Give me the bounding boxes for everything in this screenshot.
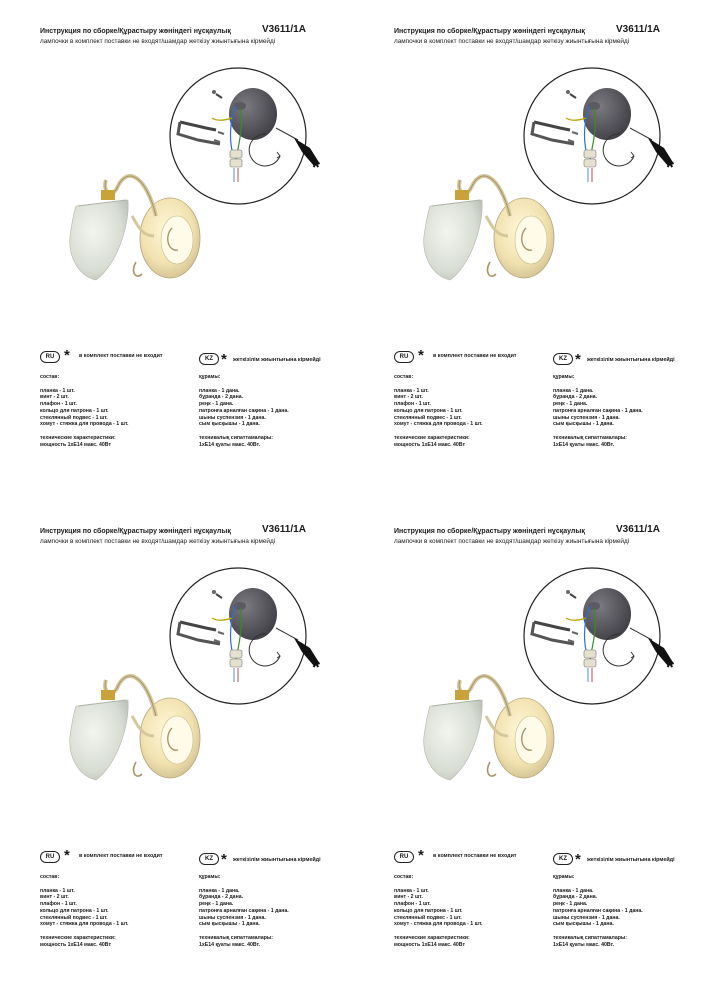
list-item: шыны суспензия - 1 дана. bbox=[553, 414, 620, 421]
instruction-title: Инструкция по сборке/Құрастыру жөніндегі нұсқаулық bbox=[394, 28, 585, 35]
model-number: V3611/1A bbox=[262, 24, 306, 35]
list-item: планка - 1 шт. bbox=[40, 887, 75, 894]
model-number: V3611/1A bbox=[616, 24, 660, 35]
list-item: стеклянный подвес - 1 шт. bbox=[40, 914, 108, 921]
ru-badge: RU bbox=[394, 851, 414, 863]
kz-not-included-notice: жеткізілім жиынтығына кірмейді bbox=[587, 357, 675, 363]
list-item: планка - 1 дана. bbox=[553, 387, 594, 394]
list-item: винт - 2 шт. bbox=[394, 894, 423, 901]
list-item: шыны суспензия - 1 дана. bbox=[199, 914, 266, 921]
kz-tech-value: 1хЕ14 қуаты макс. 40Вт. bbox=[553, 441, 615, 448]
list-item: плафон - 1 шт. bbox=[40, 901, 77, 908]
ru-composition-heading: состав: bbox=[40, 374, 60, 380]
model-number: V3611/1A bbox=[262, 524, 306, 535]
list-item: планка - 1 дана. bbox=[199, 387, 240, 394]
list-item: хомут - стяжка для провода - 1 шт. bbox=[394, 921, 483, 928]
asterisk-icon: * bbox=[418, 847, 424, 864]
kz-composition bbox=[553, 874, 643, 948]
instruction-sheet bbox=[354, 500, 707, 1000]
wall-lamp-drawing bbox=[412, 566, 674, 786]
list-item: планка - 1 шт. bbox=[394, 387, 429, 394]
kz-not-included-notice: жеткізілім жиынтығына кірмейді bbox=[233, 857, 321, 863]
list-item: планка - 1 дана. bbox=[553, 887, 594, 894]
instruction-title: Инструкция по сборке/Құрастыру жөніндегі нұсқаулық bbox=[40, 28, 231, 35]
ru-badge: RU bbox=[40, 351, 60, 363]
ru-tech-value: мощность 1хЕ14 макс. 40Вт bbox=[394, 441, 465, 448]
model-number: V3611/1A bbox=[616, 524, 660, 535]
bulbs-notice: лампочки в комплект поставки не входят/шамдар жеткізу жиынтығына кірмейді bbox=[40, 538, 276, 545]
list-item: кольцо для патрона - 1 шт. bbox=[40, 407, 109, 414]
bulbs-notice: лампочки в комплект поставки не входят/шамдар жеткізу жиынтығына кірмейді bbox=[40, 38, 276, 45]
ru-tech-heading: технические характеристики: bbox=[40, 934, 116, 941]
ru-composition bbox=[40, 874, 129, 948]
asterisk-icon: * bbox=[64, 847, 70, 864]
ru-not-included-notice: в комплект поставки не входит bbox=[433, 353, 517, 359]
ru-tech-value: мощность 1хЕ14 макс. 40Вт bbox=[394, 941, 465, 948]
instruction-sheet bbox=[0, 500, 353, 1000]
list-item: кольцо для патрона - 1 шт. bbox=[394, 407, 463, 414]
list-item: патронға арналған сақина - 1 дана. bbox=[199, 407, 289, 414]
kz-tech-heading: техникалық сипаттамалары: bbox=[553, 934, 628, 941]
kz-badge: KZ bbox=[553, 853, 573, 865]
instruction-sheet bbox=[354, 0, 707, 500]
list-item: хомут - стяжка для провода - 1 шт. bbox=[40, 421, 129, 428]
list-item: стеклянный подвес - 1 шт. bbox=[394, 914, 462, 921]
ru-composition bbox=[394, 374, 483, 448]
kz-tech-value: 1хЕ14 қуаты макс. 40Вт. bbox=[199, 441, 261, 448]
kz-badge: KZ bbox=[199, 853, 219, 865]
list-item: реңк - 1 дана. bbox=[553, 401, 588, 408]
list-item: бұранда - 2 дана. bbox=[553, 894, 598, 901]
ru-badge: RU bbox=[394, 351, 414, 363]
list-item: сым қысқышы - 1 дана. bbox=[553, 421, 614, 428]
list-item: винт - 2 шт. bbox=[394, 394, 423, 401]
kz-tech-heading: техникалық сипаттамалары: bbox=[199, 934, 274, 941]
asterisk-icon: * bbox=[418, 347, 424, 364]
list-item: патронға арналған сақина - 1 дана. bbox=[553, 407, 643, 414]
instruction-title: Инструкция по сборке/Құрастыру жөніндегі нұсқаулық bbox=[394, 528, 585, 535]
ru-not-included-notice: в комплект поставки не входит bbox=[433, 853, 517, 859]
ru-not-included-notice: в комплект поставки не входит bbox=[79, 853, 163, 859]
ru-tech-heading: технические характеристики: bbox=[394, 934, 470, 941]
list-item: шыны суспензия - 1 дана. bbox=[553, 914, 620, 921]
instruction-sheet bbox=[0, 0, 353, 500]
list-item: реңк - 1 дана. bbox=[553, 901, 588, 908]
list-item: сым қысқышы - 1 дана. bbox=[199, 921, 260, 928]
svg-text:*: * bbox=[312, 157, 320, 179]
list-item: патронға арналған сақина - 1 дана. bbox=[199, 907, 289, 914]
kz-composition-heading: құрамы: bbox=[553, 874, 575, 880]
asterisk-icon: * bbox=[221, 851, 227, 868]
list-item: стеклянный подвес - 1 шт. bbox=[40, 414, 108, 421]
list-item: винт - 2 шт. bbox=[40, 894, 69, 901]
ru-composition-heading: состав: bbox=[394, 874, 414, 880]
list-item: патронға арналған сақина - 1 дана. bbox=[553, 907, 643, 914]
kz-tech-value: 1хЕ14 қуаты макс. 40Вт. bbox=[553, 941, 615, 948]
list-item: шыны суспензия - 1 дана. bbox=[199, 414, 266, 421]
list-item: плафон - 1 шт. bbox=[394, 401, 431, 408]
assembly-illustration bbox=[58, 566, 320, 786]
list-item: бұранда - 2 дана. bbox=[199, 394, 244, 401]
ru-tech-heading: технические характеристики: bbox=[394, 434, 470, 441]
ru-composition-heading: состав: bbox=[40, 874, 60, 880]
wall-lamp-drawing bbox=[58, 66, 320, 286]
asterisk-icon: * bbox=[221, 351, 227, 368]
kz-not-included-notice: жеткізілім жиынтығына кірмейді bbox=[587, 857, 675, 863]
kz-composition bbox=[553, 374, 643, 448]
list-item: хомут - стяжка для провода - 1 шт. bbox=[40, 921, 129, 928]
kz-composition-heading: құрамы: bbox=[199, 874, 221, 880]
list-item: реңк - 1 дана. bbox=[199, 901, 234, 908]
list-item: планка - 1 дана. bbox=[199, 887, 240, 894]
list-item: хомут - стяжка для провода - 1 шт. bbox=[394, 421, 483, 428]
ru-tech-value: мощность 1хЕ14 макс. 40Вт bbox=[40, 941, 111, 948]
kz-tech-value: 1хЕ14 қуаты макс. 40Вт. bbox=[199, 941, 261, 948]
kz-composition bbox=[199, 874, 289, 948]
list-item: сым қысқышы - 1 дана. bbox=[199, 421, 260, 428]
list-item: сым қысқышы - 1 дана. bbox=[553, 921, 614, 928]
list-item: планка - 1 шт. bbox=[40, 387, 75, 394]
wall-lamp-drawing bbox=[412, 66, 674, 286]
wall-lamp-drawing bbox=[58, 566, 320, 786]
ru-tech-value: мощность 1хЕ14 макс. 40Вт bbox=[40, 441, 111, 448]
kz-not-included-notice: жеткізілім жиынтығына кірмейді bbox=[233, 357, 321, 363]
assembly-illustration bbox=[412, 66, 674, 286]
ru-composition-heading: состав: bbox=[394, 374, 414, 380]
ru-not-included-notice: в комплект поставки не входит bbox=[79, 353, 163, 359]
asterisk-icon: * bbox=[575, 851, 581, 868]
svg-text:*: * bbox=[666, 157, 674, 179]
ru-badge: RU bbox=[40, 851, 60, 863]
kz-composition-heading: құрамы: bbox=[199, 374, 221, 380]
list-item: бұранда - 2 дана. bbox=[553, 394, 598, 401]
kz-tech-heading: техникалық сипаттамалары: bbox=[199, 434, 274, 441]
assembly-illustration bbox=[58, 66, 320, 286]
asterisk-icon: * bbox=[64, 347, 70, 364]
ru-composition bbox=[394, 874, 483, 948]
kz-composition bbox=[199, 374, 289, 448]
ru-composition bbox=[40, 374, 129, 448]
list-item: бұранда - 2 дана. bbox=[199, 894, 244, 901]
list-item: плафон - 1 шт. bbox=[394, 901, 431, 908]
kz-badge: KZ bbox=[199, 353, 219, 365]
list-item: кольцо для патрона - 1 шт. bbox=[40, 907, 109, 914]
assembly-illustration bbox=[412, 566, 674, 786]
ru-tech-heading: технические характеристики: bbox=[40, 434, 116, 441]
bulbs-notice: лампочки в комплект поставки не входят/шамдар жеткізу жиынтығына кірмейді bbox=[394, 538, 630, 545]
kz-tech-heading: техникалық сипаттамалары: bbox=[553, 434, 628, 441]
list-item: винт - 2 шт. bbox=[40, 394, 69, 401]
list-item: планка - 1 шт. bbox=[394, 887, 429, 894]
kz-badge: KZ bbox=[553, 353, 573, 365]
list-item: реңк - 1 дана. bbox=[199, 401, 234, 408]
list-item: стеклянный подвес - 1 шт. bbox=[394, 414, 462, 421]
list-item: плафон - 1 шт. bbox=[40, 401, 77, 408]
svg-text:*: * bbox=[666, 657, 674, 679]
svg-text:*: * bbox=[312, 657, 320, 679]
bulbs-notice: лампочки в комплект поставки не входят/шамдар жеткізу жиынтығына кірмейді bbox=[394, 38, 630, 45]
kz-composition-heading: құрамы: bbox=[553, 374, 575, 380]
instruction-title: Инструкция по сборке/Құрастыру жөніндегі нұсқаулық bbox=[40, 528, 231, 535]
asterisk-icon: * bbox=[575, 351, 581, 368]
list-item: кольцо для патрона - 1 шт. bbox=[394, 907, 463, 914]
